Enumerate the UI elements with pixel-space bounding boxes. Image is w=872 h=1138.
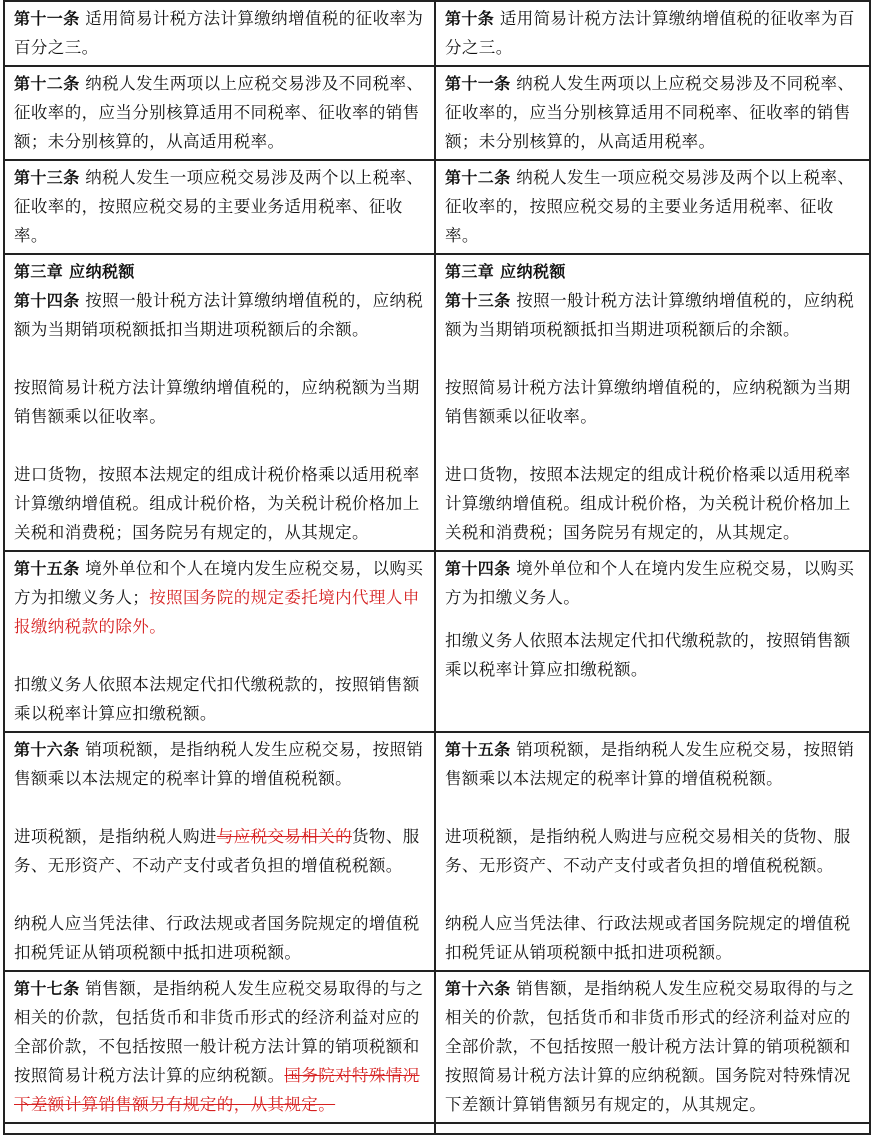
article-text: 纳税人发生两项以上应税交易涉及不同税率、征收率的，应当分别核算适用不同税率、征收率的销售额；未分别核算的，从高适用税率。 bbox=[14, 74, 424, 151]
left-cell bbox=[4, 66, 435, 160]
article-text: 适用简易计税方法计算缴纳增值税的征收率为百分之三。 bbox=[445, 9, 855, 57]
left-cell bbox=[4, 254, 435, 551]
article-number: 第十一条 bbox=[14, 9, 80, 28]
article-text: 适用简易计税方法计算缴纳增值税的征收率为百分之三。 bbox=[14, 9, 424, 57]
article-paragraph: 纳税人应当凭法律、行政法规或者国务院规定的增值税扣税凭证从销项税额中抵扣进项税额。 bbox=[445, 914, 851, 962]
article-text: 销项税额，是指纳税人发生应税交易，按照销售额乘以本法规定的税率计算的增值税税额。 bbox=[445, 740, 855, 788]
left-cell bbox=[4, 971, 435, 1123]
paragraph-text: 货物、服务、无形资产、不动产支付或者负担的增值税税额。 bbox=[14, 827, 420, 875]
article-paragraph: 按照简易计税方法计算缴纳增值税的，应纳税额为当期销售额乘以征收率。 bbox=[14, 378, 420, 426]
right-cell bbox=[435, 971, 870, 1123]
article-paragraph: 纳税人应当凭法律、行政法规或者国务院规定的增值税扣税凭证从销项税额中抵扣进项税额。 bbox=[14, 914, 420, 962]
article-number: 第十三条 bbox=[14, 168, 80, 187]
article-text: 纳税人发生一项应税交易涉及两个以上税率、征收率的，按照应税交易的主要业务适用税率、征收率。 bbox=[14, 168, 424, 245]
article-text: 境外单位和个人在境内发生应税交易，以购买方为扣缴义务人。 bbox=[445, 559, 855, 607]
article-number: 第十六条 bbox=[14, 740, 80, 759]
article-number: 第十一条 bbox=[445, 74, 511, 93]
article-number: 第十条 bbox=[445, 9, 495, 28]
left-cell bbox=[4, 1123, 435, 1134]
table-row bbox=[4, 732, 870, 971]
article-paragraph: 进项税额，是指纳税人购进与应税交易相关的货物、服务、无形资产、不动产支付或者负担的增值税税额。 bbox=[445, 827, 851, 875]
article-text: 按照一般计税方法计算缴纳增值税的，应纳税额为当期销项税额抵扣当期进项税额后的余额。 bbox=[14, 291, 424, 339]
article-text: 纳税人发生一项应税交易涉及两个以上税率、征收率的，按照应税交易的主要业务适用税率、征收率。 bbox=[445, 168, 855, 245]
article-number: 第十七条 bbox=[14, 979, 80, 998]
article-text: 按照一般计税方法计算缴纳增值税的，应纳税额为当期销项税额抵扣当期进项税额后的余额。 bbox=[445, 291, 855, 339]
article-number: 第十三条 bbox=[445, 291, 511, 310]
table-row bbox=[4, 254, 870, 551]
article-text: 纳税人发生两项以上应税交易涉及不同税率、征收率的，应当分别核算适用不同税率、征收率的销售额；未分别核算的，从高适用税率。 bbox=[445, 74, 855, 151]
article-number: 第十四条 bbox=[445, 559, 511, 578]
left-cell bbox=[4, 732, 435, 971]
right-cell bbox=[435, 254, 870, 551]
right-cell bbox=[435, 732, 870, 971]
article-number: 第十四条 bbox=[14, 291, 80, 310]
left-cell bbox=[4, 160, 435, 254]
article-paragraph: 扣缴义务人依照本法规定代扣代缴税款的，按照销售额乘以税率计算应扣缴税额。 bbox=[14, 675, 420, 723]
article-text: 销项税额，是指纳税人发生应税交易，按照销售额乘以本法规定的税率计算的增值税税额。 bbox=[14, 740, 424, 788]
article-number: 第十六条 bbox=[445, 979, 511, 998]
article-text: 境外单位和个人在境内发生应税交易，以购买方为扣缴义务人； bbox=[14, 559, 424, 607]
chapter-heading: 第三章 应纳税额 bbox=[445, 262, 566, 281]
table-row bbox=[4, 160, 870, 254]
left-cell bbox=[4, 1, 435, 66]
article-text: 销售额，是指纳税人发生应税交易取得的与之相关的价款，包括货币和非货币形式的经济利益对应的全部价款，不包括按照一般计税方法计算的销项税额和按照简易计税方法计算的应纳税额。 bbox=[14, 979, 424, 1085]
article-paragraph: 扣缴义务人依照本法规定代扣代缴税款的，按照销售额乘以税率计算应扣缴税额。 bbox=[445, 631, 851, 679]
table-row bbox=[4, 66, 870, 160]
article-text: 销售额，是指纳税人发生应税交易取得的与之相关的价款，包括货币和非货币形式的经济利益对应的全部价款，不包括按照一般计税方法计算的销项税额和按照简易计税方法计算的应纳税额。国务院对特殊情况下差额计算销售额另有规定的，从其规定。 bbox=[445, 979, 855, 1114]
table-row bbox=[4, 551, 870, 732]
table-row bbox=[4, 971, 870, 1123]
paragraph-text: 进项税额，是指纳税人购进 bbox=[14, 827, 217, 846]
article-number: 第十五条 bbox=[14, 559, 80, 578]
deleted-text: 国务院对特殊情况下差额计算销售额另有规定的，从其规定。 bbox=[14, 1066, 420, 1114]
article-number: 第十二条 bbox=[14, 74, 80, 93]
table-row bbox=[4, 1, 870, 66]
right-cell bbox=[435, 1, 870, 66]
right-cell bbox=[435, 66, 870, 160]
comparison-table bbox=[3, 0, 871, 1135]
table-row bbox=[4, 1123, 870, 1134]
deleted-text: 与应税交易相关的 bbox=[216, 827, 353, 846]
left-cell bbox=[4, 551, 435, 732]
right-cell bbox=[435, 160, 870, 254]
article-paragraph bbox=[14, 822, 427, 880]
article-paragraph: 进口货物，按照本法规定的组成计税价格乘以适用税率计算缴纳增值税。组成计税价格，为关税计税价格加上关税和消费税；国务院另有规定的，从其规定。 bbox=[14, 465, 420, 542]
chapter-heading: 第三章 应纳税额 bbox=[14, 262, 135, 281]
article-paragraph: 进口货物，按照本法规定的组成计税价格乘以适用税率计算缴纳增值税。组成计税价格，为关税计税价格加上关税和消费税；国务院另有规定的，从其规定。 bbox=[445, 465, 851, 542]
article-number: 第十二条 bbox=[445, 168, 511, 187]
article-number: 第十五条 bbox=[445, 740, 511, 759]
right-cell bbox=[435, 551, 870, 732]
article-paragraph: 按照简易计税方法计算缴纳增值税的，应纳税额为当期销售额乘以征收率。 bbox=[445, 378, 851, 426]
right-cell bbox=[435, 1123, 870, 1134]
added-text: 按照国务院的规定委托境内代理人申报缴纳税款的除外。 bbox=[14, 588, 420, 636]
